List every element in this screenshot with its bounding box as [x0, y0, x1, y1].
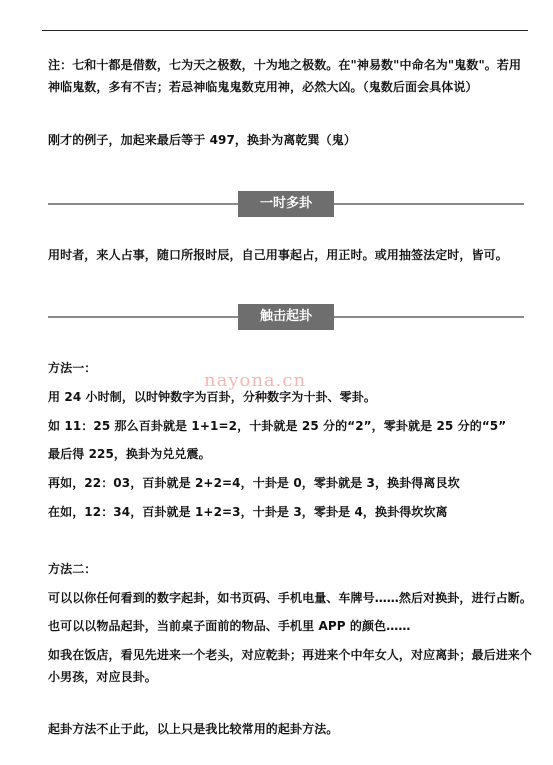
method1-line-2: 如 11：25 那么百卦就是 1+1=2，十卦就是 25 分的“2”，零卦就是 25 分的“5”: [48, 419, 507, 433]
section-title-chuji: 触击起卦: [238, 304, 334, 330]
method2-title: 方法二：: [48, 562, 97, 576]
note-paragraph: 注：七和十都是借数，七为天之极数，十为地之极数。在"神易数"中命名为"鬼数"。若用神临鬼数，多有不吉；若忌神临鬼鬼数克用神，必然大凶。（鬼数后面会具体说）: [48, 58, 522, 94]
section-header-chuji: [48, 304, 524, 330]
example-paragraph: 刚才的例子，加起来最后等于 497，换卦为离乾巽（鬼）: [48, 133, 356, 147]
method2-line-1: 可以以你任何看到的数字起卦，如书页码、手机电量、车牌号……然后对换卦，进行占断。: [48, 591, 533, 605]
method1-line-3: 最后得 225，换卦为兑兑震。: [48, 447, 211, 461]
method1-line-1: 用 24 小时制，以时钟数字为百卦，分种数字为十卦、零卦。: [48, 390, 376, 404]
section-header-yishi: [48, 191, 524, 217]
yishi-description: 用时者，来人占事，随口所报时辰，自己用事起占，用正时。或用抽签法定时，皆可。: [48, 248, 508, 262]
closing-paragraph: 起卦方法不止于此，以上只是我比较常用的起卦方法。: [48, 722, 339, 736]
top-rule: [42, 30, 528, 31]
watermark: nayona.cn: [204, 370, 307, 391]
method1-line-4: 再如，22：03，百卦就是 2+2=4，十卦是 0，零卦就是 3，换卦得离艮坎: [48, 476, 460, 490]
section-title-yishi: 一时多卦: [238, 191, 334, 217]
method1-title: 方法一：: [48, 361, 97, 375]
method2-line-2: 也可以以物品起卦，当前桌子面前的物品、手机里 APP 的颜色……: [48, 619, 411, 633]
method2-line-3: 如我在饭店，看见先进来一个老头，对应乾卦；再进来个中年女人，对应离卦；最后进来个小男孩，对应艮卦。: [48, 648, 533, 684]
method1-line-5: 在如，12：34，百卦就是 1+2=3，十卦是 3，零卦是 4，换卦得坎坎离: [48, 505, 448, 519]
